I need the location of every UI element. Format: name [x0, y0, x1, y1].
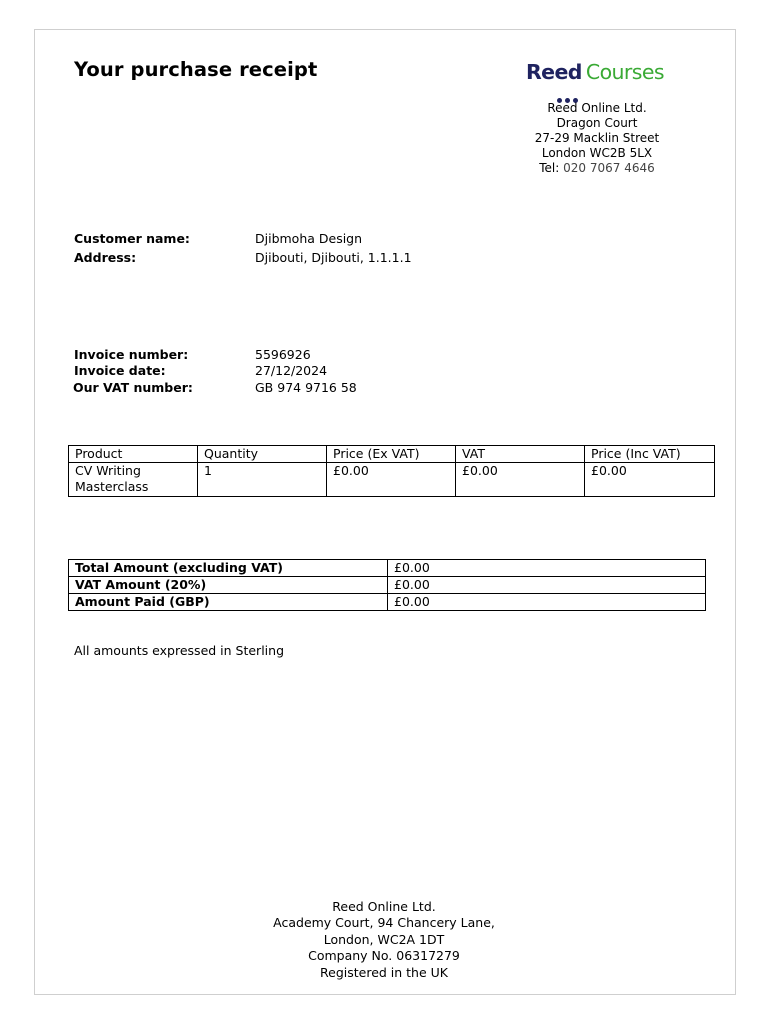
company-tel-number: 020 7067 4646: [563, 161, 655, 175]
footer-company-name: Reed Online Ltd.: [332, 899, 436, 914]
table-row: [69, 463, 715, 497]
company-tel-label: Tel:: [539, 161, 560, 175]
invoice-date-label: Invoice date:: [74, 363, 166, 378]
invoice-number-value: 5596926: [255, 347, 311, 362]
logo-brand: Reed: [526, 60, 582, 84]
logo-product: Courses: [585, 60, 664, 84]
price-inc-vat-cell: £0.00: [585, 463, 715, 497]
product-name-cell: CV Writing Masterclass: [69, 463, 198, 497]
receipt-title: Your purchase receipt: [74, 58, 318, 81]
footer-company-number: Company No. 06317279: [308, 948, 460, 964]
products-table: [68, 445, 715, 497]
vat-number-value: GB 974 9716 58: [255, 380, 357, 395]
vat-cell: £0.00: [456, 463, 585, 497]
company-address-line1: Dragon Court: [556, 116, 638, 130]
vat-amount-label: VAT Amount (20%): [69, 577, 388, 594]
column-header-quantity: Quantity: [198, 446, 327, 463]
footer-registration: Registered in the UK: [320, 964, 448, 980]
totals-row: [69, 577, 706, 594]
company-name: Reed Online Ltd.: [547, 101, 647, 115]
column-header-price-ex-vat: Price (Ex VAT): [327, 446, 456, 463]
totals-row: [69, 594, 706, 611]
vat-amount-value: £0.00: [388, 577, 706, 594]
reed-courses-logo: [526, 60, 676, 92]
amount-paid-label: Amount Paid (GBP): [69, 594, 388, 611]
column-header-price-inc-vat: Price (Inc VAT): [585, 446, 715, 463]
company-address: [482, 101, 712, 176]
vat-number-label: Our VAT number:: [73, 380, 193, 395]
customer-name-value: Djibmoha Design: [255, 231, 363, 246]
totals-row: [69, 560, 706, 577]
products-header-row: [69, 446, 715, 463]
invoice-number-label: Invoice number:: [74, 347, 189, 362]
amount-paid-value: £0.00: [388, 594, 706, 611]
sterling-note: All amounts expressed in Sterling: [74, 643, 285, 658]
total-ex-vat-label: Total Amount (excluding VAT): [69, 560, 388, 577]
invoice-date-value: 27/12/2024: [255, 363, 328, 378]
company-address-line3: London WC2B 5LX: [541, 146, 653, 160]
company-tel: [482, 161, 712, 176]
price-ex-vat-cell: £0.00: [327, 463, 456, 497]
footer-address: [234, 899, 534, 981]
company-address-line2: 27-29 Macklin Street: [534, 131, 660, 145]
column-header-product: Product: [69, 446, 198, 463]
customer-address-label: Address:: [74, 250, 137, 265]
total-ex-vat-value: £0.00: [388, 560, 706, 577]
totals-table: [68, 559, 706, 611]
footer-address-line2: London, WC2A 1DT: [323, 931, 445, 947]
customer-name-label: Customer name:: [74, 231, 190, 246]
column-header-vat: VAT: [456, 446, 585, 463]
quantity-cell: 1: [198, 463, 327, 497]
customer-address-value: Djibouti, Djibouti, 1.1.1.1: [255, 250, 412, 265]
footer-address-line1: Academy Court, 94 Chancery Lane,: [273, 915, 495, 931]
